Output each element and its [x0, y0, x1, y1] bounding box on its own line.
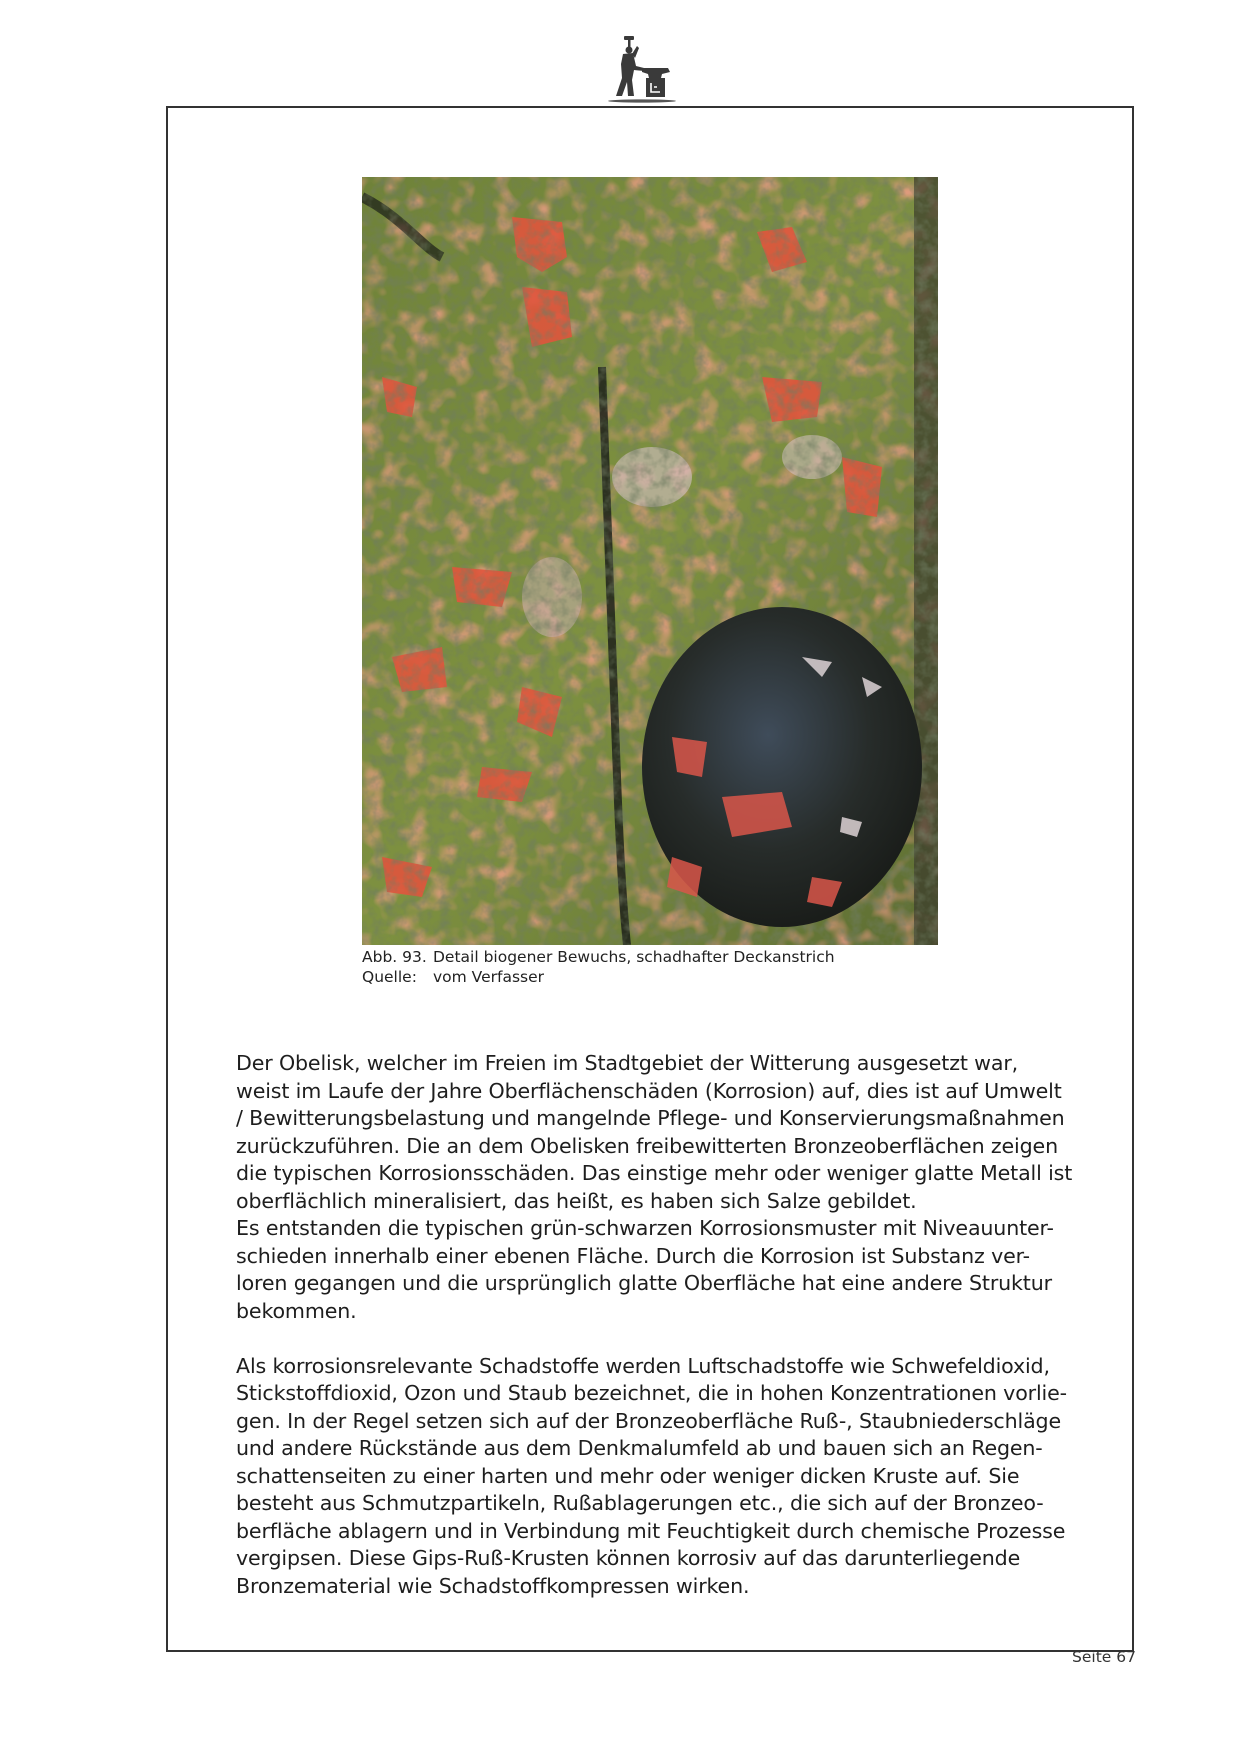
text-line: zurückzuführen. Die an dem Obelisken freibewitterten Bronzeoberflächen zeigen — [236, 1133, 1058, 1158]
blacksmith-anvil-logo-icon — [606, 34, 682, 106]
text-line: oberflächlich mineralisiert, das heißt, es haben sich Salze gebildet. — [236, 1188, 917, 1213]
text-line: Bronzematerial wie Schadstoffkompressen wirken. — [236, 1573, 750, 1598]
text-line: bekommen. — [236, 1298, 357, 1323]
text-line: besteht aus Schmutzpartikeln, Rußablagerungen etc., die sich auf der Bronzeo- — [236, 1491, 1044, 1515]
text-line: Als korrosionsrelevante Schadstoffe werden Luftschadstoffe wie Schwefeldioxid, — [236, 1353, 1050, 1378]
text-line: loren gegangen und die ursprünglich glatte Oberfläche hat eine andere Struktur — [236, 1271, 1052, 1295]
figure-title: Detail biogener Bewuchs, schadhafter Deckanstrich — [433, 948, 835, 966]
text-line: Es entstanden die typischen grün-schwarzen Korrosionsmuster mit Niveauunter- — [236, 1216, 1054, 1240]
text-line: weist im Laufe der Jahre Oberflächenschäden (Korrosion) auf, dies ist auf Umwelt — [236, 1078, 1062, 1103]
text-line: berfläche ablagern und in Verbindung mit Feuchtigkeit durch chemische Prozesse — [236, 1518, 1066, 1543]
text-line: die typischen Korrosionsschäden. Das einstige mehr oder weniger glatte Metall ist — [236, 1161, 1073, 1185]
text-line: schieden innerhalb einer ebenen Fläche. Durch die Korrosion ist Substanz ver- — [236, 1243, 1030, 1268]
figure-label: Abb. 93. — [362, 948, 427, 966]
page-number: Seite 67 — [1072, 1648, 1136, 1666]
figure-photo — [362, 177, 938, 945]
text-line: schattenseiten zu einer harten und mehr oder weniger dicken Kruste auf. Sie — [236, 1463, 1020, 1488]
text-line: Der Obelisk, welcher im Freien im Stadtgebiet der Witterung ausgesetzt war, — [236, 1051, 1019, 1075]
text-line: vergipsen. Diese Gips-Ruß-Krusten können korrosiv auf das darunterliegende — [236, 1546, 1021, 1570]
paragraph-1 — [236, 1050, 1106, 1325]
text-line: gen. In der Regel setzen sich auf der Bronzeoberfläche Ruß-, Staubniederschläge — [236, 1408, 1061, 1433]
text-line: Stickstoffdioxid, Ozon und Staub bezeichnet, die in hohen Konzentrationen vorlie- — [236, 1381, 1067, 1405]
source-label: Quelle: — [362, 968, 417, 986]
source-text: vom Verfasser — [433, 968, 545, 986]
text-line: / Bewitterungsbelastung und mangelnde Pflege- und Konservierungsmaßnahmen — [236, 1106, 1065, 1130]
text-line: und andere Rückstände aus dem Denkmalumfeld ab und bauen sich an Regen- — [236, 1436, 1043, 1460]
paragraph-2 — [236, 1353, 1106, 1601]
figure-caption — [362, 947, 835, 987]
body-text — [236, 1050, 1106, 1600]
